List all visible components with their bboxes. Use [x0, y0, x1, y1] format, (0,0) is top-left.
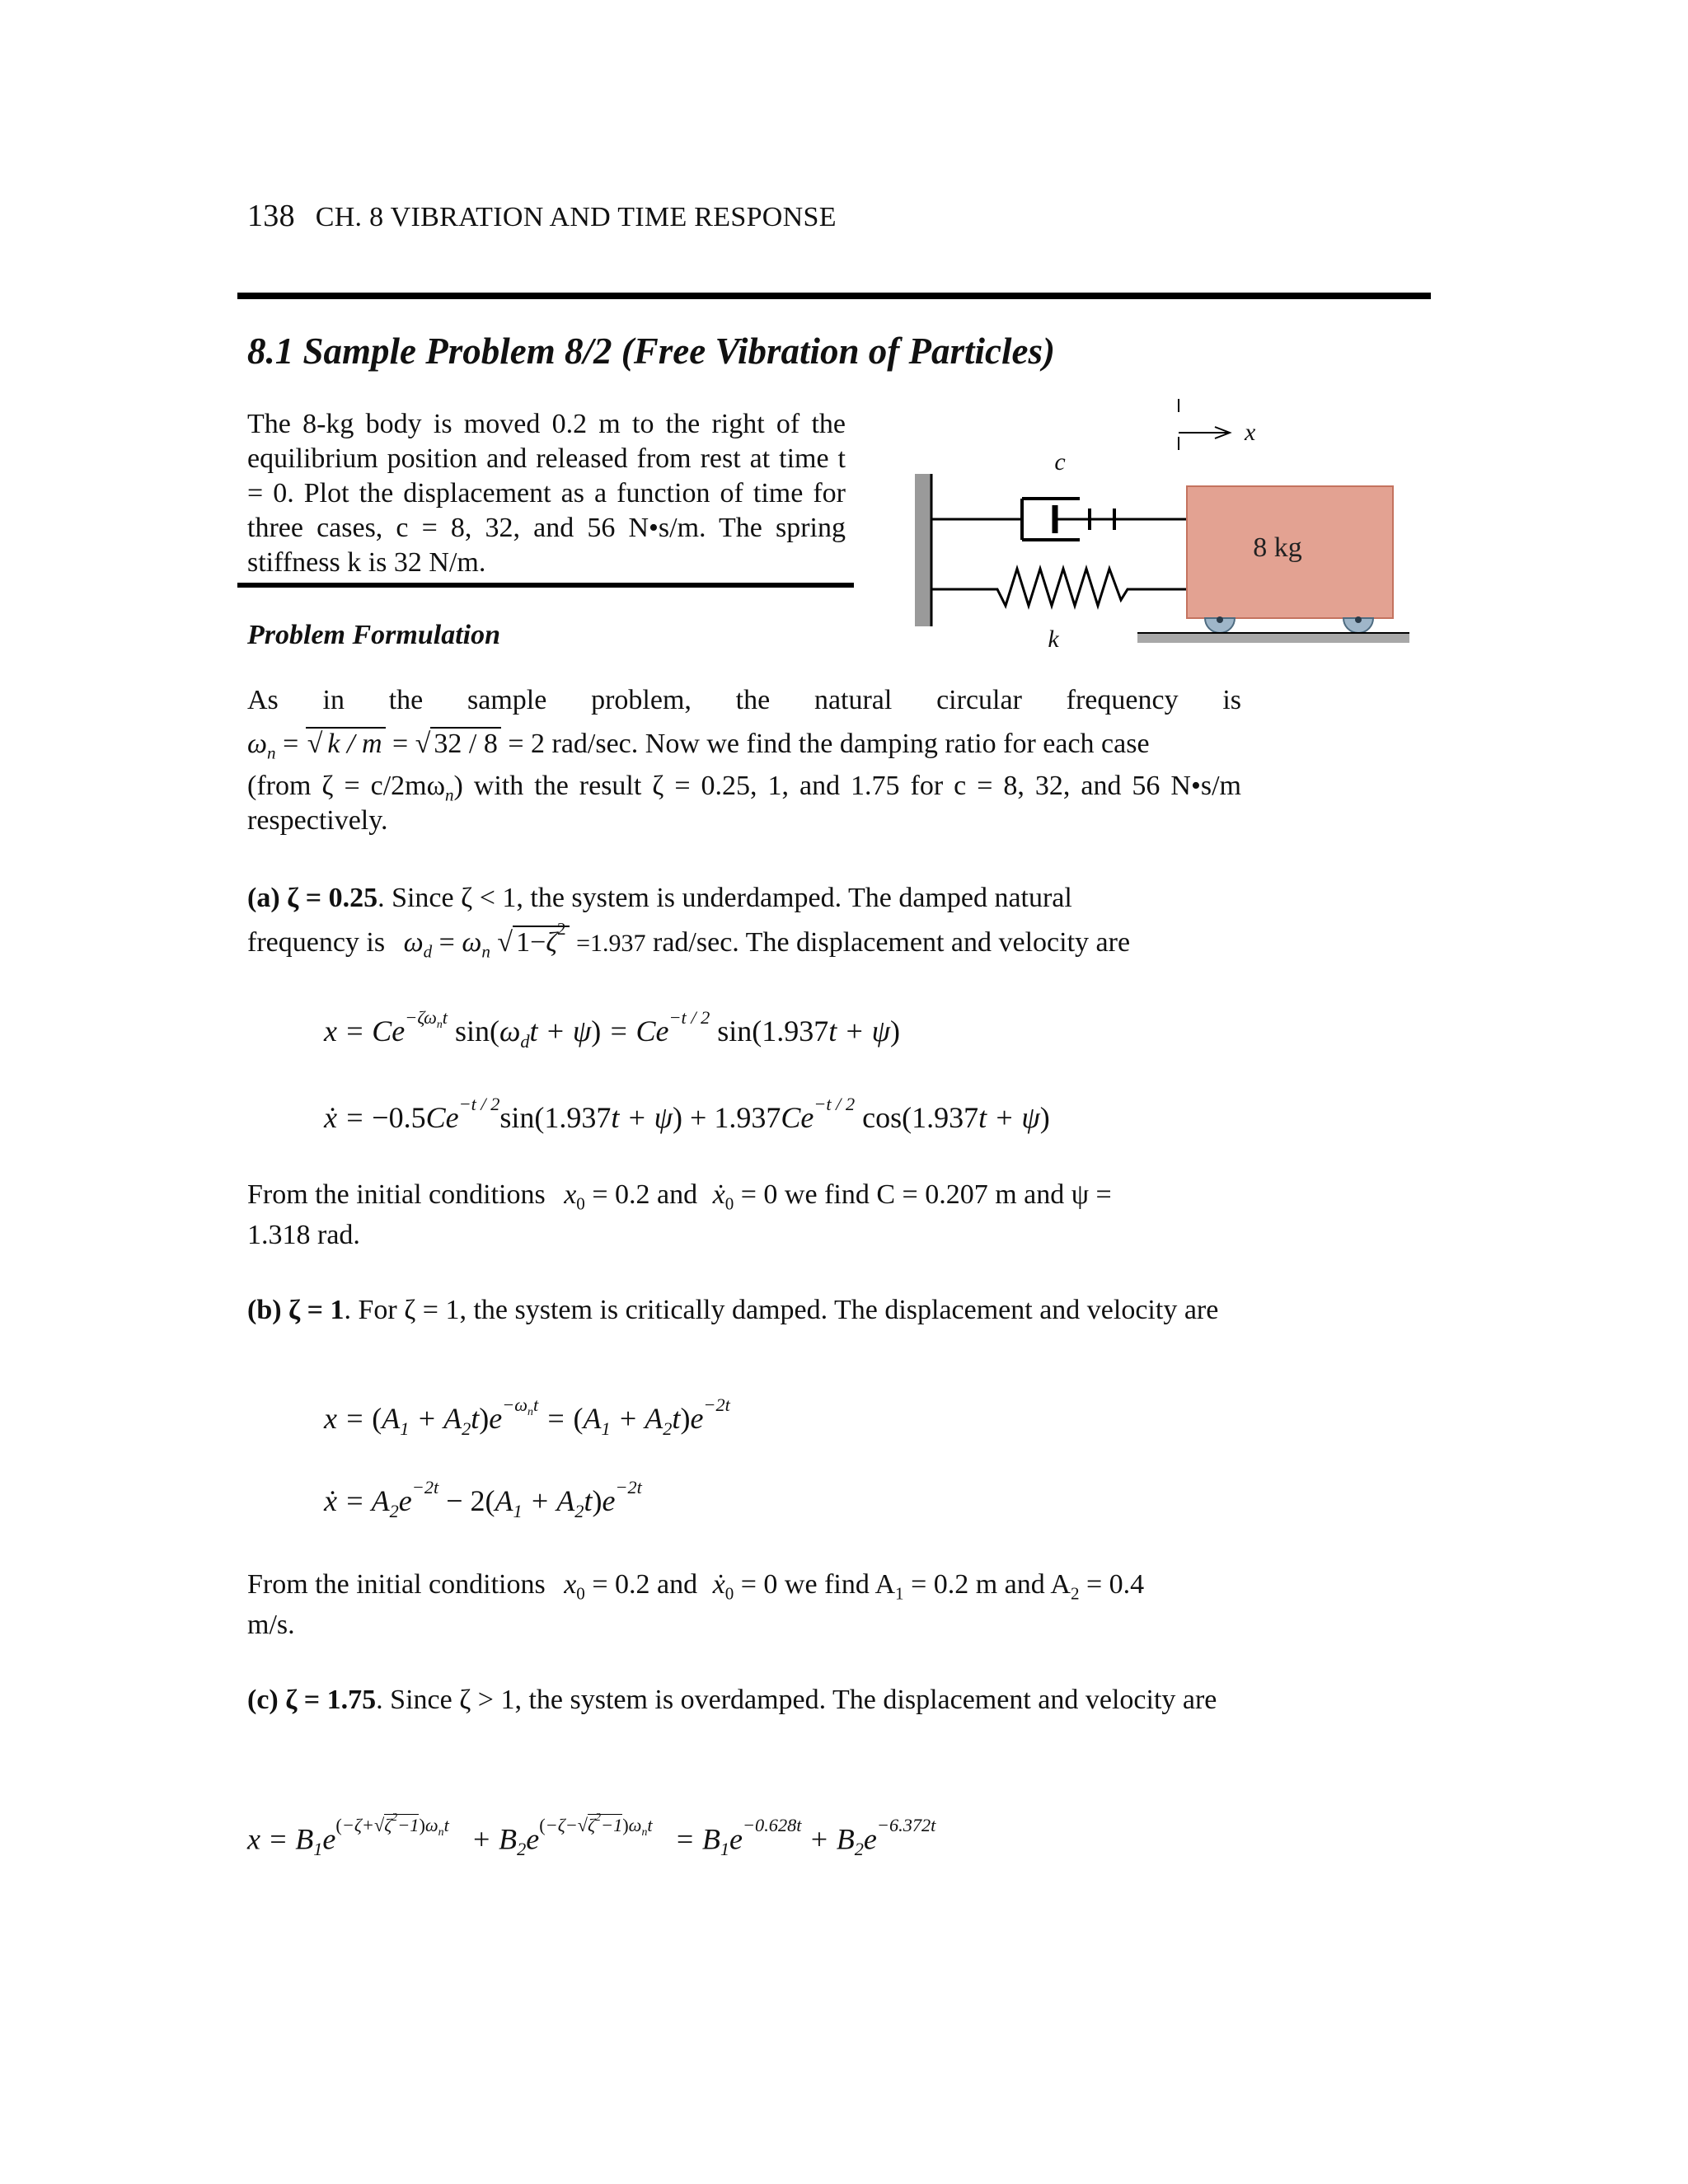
- formulation-omega-result: = 2 rad/sec. Now we find the damping ratio for each case: [508, 729, 1150, 759]
- case-b-label: (b) ζ = 1: [247, 1295, 345, 1325]
- damper: [931, 499, 1187, 540]
- case-a-intro: (a) ζ = 0.25. Since ζ < 1, the system is underdamped. The damped natural: [247, 883, 1072, 913]
- spring-label: k: [1048, 626, 1059, 653]
- case-c-exponent-1: −0.628t: [743, 1815, 802, 1836]
- wall: [915, 474, 931, 626]
- section-title: 8.1 Sample Problem 8/2 (Free Vibration of Particles): [247, 330, 1055, 372]
- case-a-initial-conditions: From the initial conditions $x_0 = 0.2$ and ẋ$_0$ = 0 we find C = 0.207 m and ψ =: [247, 1179, 1112, 1214]
- case-b-intro: (b) ζ = 1. For ζ = 1, the system is critically damped. The displacement and velocity are: [247, 1295, 1219, 1325]
- running-header: [247, 198, 837, 234]
- case-b-ic-line2: m/s.: [247, 1610, 295, 1640]
- formulation-line3: (from $\zeta = c/2m\omega_n$) with the result ζ = 0.25, 1, and 1.75 for c = 8, 32, and 56 N•s/m respectively.: [247, 771, 1241, 836]
- formulation-line1: As in the sample problem, the natural circular frequency is: [247, 685, 1241, 715]
- case-a-ic-line2: 1.318 rad.: [247, 1220, 360, 1250]
- statement-rule: [237, 583, 854, 588]
- case-b-displacement-equation: $x = (A_1 + A_2t)e^{-\omega_nt} = (A_1 + A_2t)e^{-2t}$: [324, 1394, 730, 1439]
- chapter-title: CH. 8 VIBRATION AND TIME RESPONSE: [315, 202, 837, 232]
- mass-spring-damper-figure: [907, 396, 1418, 668]
- mass-label: 8 kg: [1253, 532, 1302, 563]
- page-number: 138: [247, 199, 295, 233]
- case-b-velocity-equation: ẋ = $A_2e^{-2t} - 2(A_1 + A_2t)e^{-2t}$: [324, 1476, 642, 1521]
- case-c-displacement-equation: $x = B_1e^{(-\zeta+√\zeta^2-1)\omega_nt} + B_2e^{(-\zeta-√\zeta^2-1)\omega_nt} = B_1e^{-0.628t} + B_2e^{-6.372t}$: [247, 1811, 936, 1860]
- coordinate-label: x: [1245, 419, 1256, 446]
- coordinate-arrow: [1179, 399, 1230, 450]
- damper-label: c: [1054, 448, 1066, 476]
- spring: [931, 569, 1187, 606]
- problem-statement: The 8-kg body is moved 0.2 m to the right of the equilibrium position and released from rest at time t = 0. Plot the displacement as a function of time for three cases, c = 8, 32, and 56 N•s/m. The spring stiffness k is 32 N/m.: [247, 409, 846, 578]
- case-b-initial-conditions: From the initial conditions $x_0 = 0.2$ and ẋ$_0$ = 0 we find $A_1 = 0.2$ m and $A_2 = 0.4$: [247, 1569, 1145, 1604]
- case-c-intro: (c) ζ = 1.75. Since ζ > 1, the system is overdamped. The displacement and velocity are: [247, 1685, 1217, 1715]
- case-c-exponent-2: −6.372t: [876, 1815, 936, 1836]
- case-c-label: (c) ζ = 1.75: [247, 1685, 377, 1715]
- case-a-label: (a) ζ = 0.25: [247, 883, 378, 913]
- case-a-displacement-equation: $x = Ce^{-\zeta\omega_nt}$ $\sin(\omega_dt + \psi) = Ce^{-t / 2}$ sin(1.937t + ψ): [324, 1006, 900, 1052]
- header-rule: [237, 293, 1431, 299]
- ground: [1137, 633, 1409, 643]
- case-a-velocity-equation: ẋ = $-0.5Ce^{-t / 2}\sin(1.937t + \psi) + 1.937Ce^{-t / 2}$ cos(1.937t + ψ): [324, 1093, 1050, 1134]
- formulation-line2: $\omega_n$ = √ k / m = √ 32 / 8 = 2 rad/sec. Now we find the damping ratio for each case: [247, 729, 1150, 763]
- case-a-frequency-line: frequency is $\omega_d = \omega_n$ √ $1-\zeta^2 =1.937$ rad/sec. The displacement and velocity are: [247, 918, 1131, 962]
- formulation-heading: Problem Formulation: [247, 620, 500, 650]
